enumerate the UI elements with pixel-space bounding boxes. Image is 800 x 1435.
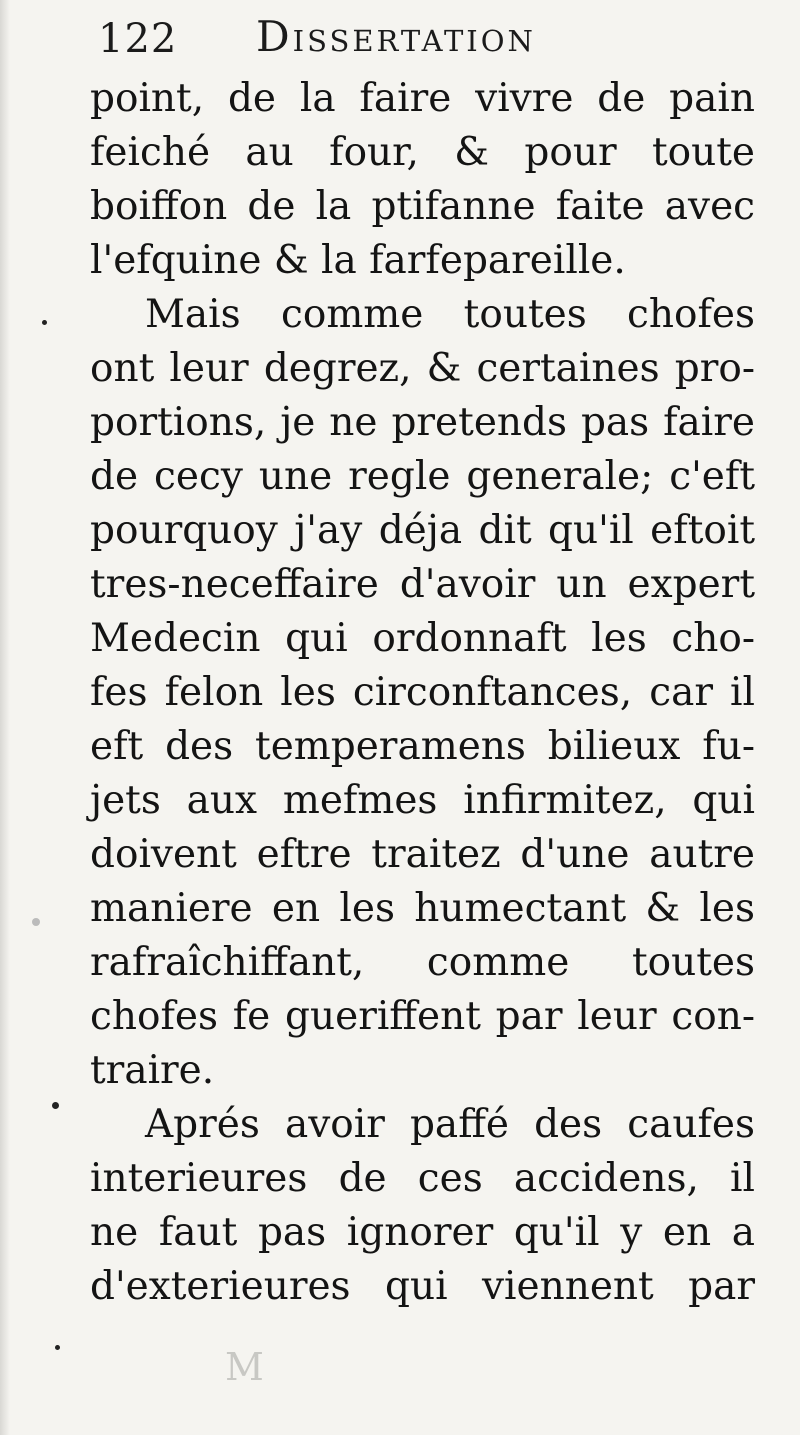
text-line: jets aux mefmes infirmitez, qui [90,778,755,823]
text-line: doivent eftre traitez d'une autre [90,832,755,877]
text-line: Medecin qui ordonnaft les cho- [90,616,755,661]
catchword: M [225,1345,268,1389]
text-line: interieures de ces accidens, il [90,1156,755,1201]
page-gutter-shadow [0,0,10,1435]
body-text [90,72,755,1314]
text-line: rafraîchiffant, comme toutes [90,940,755,985]
text-line: ne faut pas ignorer qu'il y en a [90,1210,755,1255]
text-line: l'efquine & la farfepareille. [90,238,626,283]
paragraph-start-line: Aprés avoir paffé des caufes [145,1102,755,1147]
running-title: Dissertation [256,12,536,61]
text-line: eft des temperamens bilieux fu- [90,724,755,769]
text-line: traire. [90,1048,215,1093]
text-line: ont leur degrez, & certaines pro- [90,346,755,391]
text-line: feiché au four, & pour toute [90,130,755,175]
text-line: portions, je ne pretends pas faire [90,400,755,445]
ink-speck [32,918,40,926]
page-number: 122 [98,16,178,62]
text-line: tres-neceffaire d'avoir un expert [90,562,755,607]
page-header [98,10,718,70]
text-line: fes felon les circonftances, car il [90,670,755,715]
text-line: point, de la faire vivre de pain [90,76,755,121]
ink-speck [52,1102,59,1109]
text-line: de cecy une regle generale; c'eft [90,454,755,499]
paragraph-start-line: Mais comme toutes chofes [145,292,755,337]
text-line: maniere en les humectant & les [90,886,755,931]
text-line: boiffon de la ptifanne faite avec [90,184,755,229]
ink-speck [55,1345,60,1350]
text-line: d'exterieures qui viennent par [90,1264,755,1309]
text-line: chofes fe gueriffent par leur con- [90,994,755,1039]
text-line: pourquoy j'ay déja dit qu'il eftoit [90,508,755,553]
ink-speck [42,320,47,325]
